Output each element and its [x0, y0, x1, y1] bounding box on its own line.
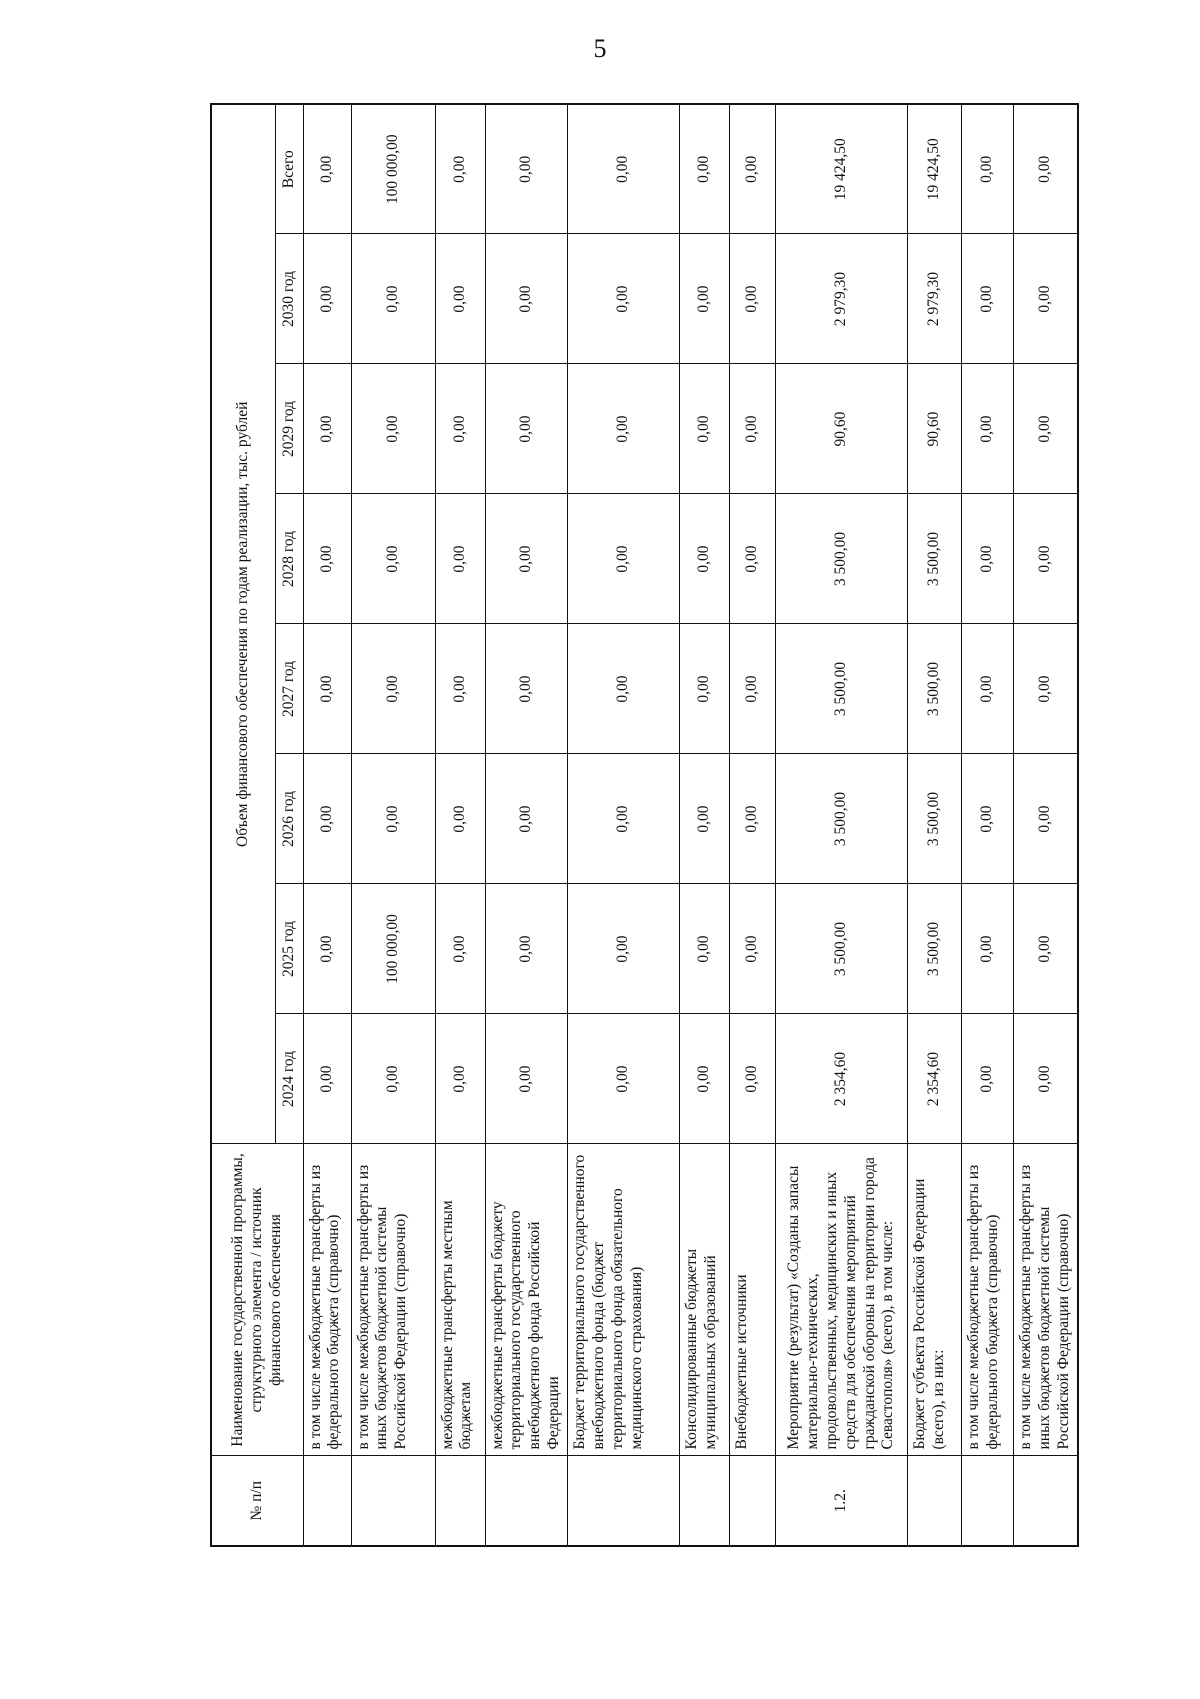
row-year-value: 3 500,00 — [776, 754, 908, 884]
row-year-value: 0,00 — [435, 624, 485, 754]
row-year-value: 0,00 — [568, 494, 680, 624]
table-row — [908, 104, 962, 1546]
row-year-value: 0,00 — [351, 234, 435, 364]
row-year-value: 0,00 — [485, 234, 568, 364]
row-year-value: 0,00 — [351, 754, 435, 884]
row-year-value: 0,00 — [962, 364, 1014, 494]
row-number — [351, 1456, 435, 1546]
row-year-value: 0,00 — [1014, 884, 1078, 1014]
row-year-value: 0,00 — [680, 234, 730, 364]
row-year-value: 0,00 — [730, 624, 776, 754]
row-year-value: 0,00 — [1014, 754, 1078, 884]
row-year-value: 3 500,00 — [908, 754, 962, 884]
row-name: в том числе межбюджетные трансферты из иных бюджетов бюджетной системы Российской Федерации (справочно) — [351, 1144, 435, 1456]
row-number — [568, 1456, 680, 1546]
row-year-value: 2 354,60 — [908, 1014, 962, 1144]
row-year-value: 0,00 — [1014, 624, 1078, 754]
row-total-value: 100 000,00 — [351, 104, 435, 234]
row-year-value: 0,00 — [568, 624, 680, 754]
row-year-value: 0,00 — [680, 624, 730, 754]
row-total-value: 19 424,50 — [908, 104, 962, 234]
row-year-value: 0,00 — [568, 884, 680, 1014]
row-year-value: 0,00 — [568, 754, 680, 884]
header-total: Всего — [275, 104, 303, 234]
row-name: Мероприятие (результат) «Созданы запасы материально-технических, продовольственных, медицинских и иных средств для обеспечения мероприятий гражданской обороны на территории города Севастополя» (всего), в том числе: — [776, 1144, 908, 1456]
row-year-value: 3 500,00 — [908, 624, 962, 754]
row-year-value: 0,00 — [680, 754, 730, 884]
row-year-value: 3 500,00 — [776, 624, 908, 754]
row-name: в том числе межбюджетные трансферты из иных бюджетов бюджетной системы Российской Федерации (справочно) — [1014, 1144, 1078, 1456]
row-year-value: 0,00 — [485, 884, 568, 1014]
row-year-value: 3 500,00 — [908, 494, 962, 624]
header-year: 2026 год — [275, 754, 303, 884]
row-year-value: 0,00 — [485, 754, 568, 884]
row-number — [303, 1456, 351, 1546]
row-year-value: 0,00 — [435, 234, 485, 364]
header-year: 2030 год — [275, 234, 303, 364]
row-name: Внебюджетные источники — [730, 1144, 776, 1456]
row-year-value: 0,00 — [303, 364, 351, 494]
row-year-value: 0,00 — [485, 1014, 568, 1144]
header-year: 2027 год — [275, 624, 303, 754]
table-row — [351, 104, 435, 1546]
row-year-value: 0,00 — [568, 364, 680, 494]
header-financing-group: Объем финансового обеспечения по годам реализации, тыс. рублей — [211, 104, 275, 1144]
row-number — [962, 1456, 1014, 1546]
row-name: межбюджетные трансферты местным бюджетам — [435, 1144, 485, 1456]
financing-table — [210, 103, 1079, 1547]
row-year-value: 2 354,60 — [776, 1014, 908, 1144]
row-year-value: 90,60 — [908, 364, 962, 494]
row-year-value: 0,00 — [730, 1014, 776, 1144]
row-number: 1.2. — [776, 1456, 908, 1546]
row-year-value: 0,00 — [303, 234, 351, 364]
row-year-value: 3 500,00 — [776, 884, 908, 1014]
table-row — [485, 104, 568, 1546]
row-year-value: 2 979,30 — [776, 234, 908, 364]
row-total-value: 0,00 — [568, 104, 680, 234]
row-year-value: 0,00 — [303, 494, 351, 624]
row-year-value: 0,00 — [730, 754, 776, 884]
row-year-value: 0,00 — [962, 1014, 1014, 1144]
row-name: Бюджет субъекта Российской Федерации (всего), из них: — [908, 1144, 962, 1456]
row-year-value: 0,00 — [303, 754, 351, 884]
row-total-value: 0,00 — [962, 104, 1014, 234]
row-year-value: 0,00 — [303, 624, 351, 754]
row-year-value: 0,00 — [568, 234, 680, 364]
header-year: 2028 год — [275, 494, 303, 624]
row-year-value: 0,00 — [303, 884, 351, 1014]
row-year-value: 0,00 — [1014, 1014, 1078, 1144]
table-row — [568, 104, 680, 1546]
row-year-value: 0,00 — [351, 364, 435, 494]
row-year-value: 0,00 — [351, 1014, 435, 1144]
row-year-value: 0,00 — [680, 494, 730, 624]
table-row — [776, 104, 908, 1546]
row-year-value: 0,00 — [680, 364, 730, 494]
row-name: в том числе межбюджетные трансферты из федерального бюджета (справочно) — [962, 1144, 1014, 1456]
row-year-value: 0,00 — [680, 884, 730, 1014]
page-number: 5 — [593, 34, 607, 63]
row-year-value: 90,60 — [776, 364, 908, 494]
row-year-value: 0,00 — [351, 494, 435, 624]
header-year: 2029 год — [275, 364, 303, 494]
row-year-value: 0,00 — [730, 234, 776, 364]
row-year-value: 0,00 — [485, 364, 568, 494]
row-year-value: 0,00 — [962, 494, 1014, 624]
table-row — [435, 104, 485, 1546]
row-number — [485, 1456, 568, 1546]
table-row — [680, 104, 730, 1546]
row-number — [908, 1456, 962, 1546]
table-row — [1014, 104, 1078, 1546]
row-year-value: 0,00 — [303, 1014, 351, 1144]
row-year-value: 0,00 — [962, 234, 1014, 364]
row-year-value: 0,00 — [1014, 234, 1078, 364]
table-row — [303, 104, 351, 1546]
row-year-value: 0,00 — [962, 754, 1014, 884]
table-row — [962, 104, 1014, 1546]
row-number — [435, 1456, 485, 1546]
row-year-value: 0,00 — [485, 494, 568, 624]
row-year-value: 0,00 — [730, 364, 776, 494]
row-year-value: 0,00 — [485, 624, 568, 754]
row-total-value: 0,00 — [303, 104, 351, 234]
row-year-value: 0,00 — [730, 494, 776, 624]
table-row — [730, 104, 776, 1546]
header-year: 2024 год — [275, 1014, 303, 1144]
row-name: Консолидированные бюджеты муниципальных образований — [680, 1144, 730, 1456]
row-number — [1014, 1456, 1078, 1546]
row-year-value: 0,00 — [435, 494, 485, 624]
row-year-value: 0,00 — [435, 884, 485, 1014]
header-name: Наименование государственной программы, структурного элемента / источник финансового обеспечения — [211, 1144, 303, 1456]
row-year-value: 3 500,00 — [908, 884, 962, 1014]
row-year-value: 0,00 — [680, 1014, 730, 1144]
row-total-value: 0,00 — [1014, 104, 1078, 234]
table-body — [303, 104, 1078, 1546]
header-year: 2025 год — [275, 884, 303, 1014]
row-number — [730, 1456, 776, 1546]
rotated-table-container — [210, 105, 1072, 1547]
row-year-value: 0,00 — [1014, 364, 1078, 494]
row-year-value: 0,00 — [962, 624, 1014, 754]
row-total-value: 0,00 — [435, 104, 485, 234]
row-total-value: 0,00 — [485, 104, 568, 234]
row-year-value: 2 979,30 — [908, 234, 962, 364]
row-year-value: 0,00 — [568, 1014, 680, 1144]
row-year-value: 0,00 — [435, 1014, 485, 1144]
header-number: № п/п — [211, 1456, 303, 1546]
row-total-value: 0,00 — [680, 104, 730, 234]
row-year-value: 0,00 — [730, 884, 776, 1014]
row-number — [680, 1456, 730, 1546]
row-total-value: 0,00 — [730, 104, 776, 234]
row-total-value: 19 424,50 — [776, 104, 908, 234]
row-name: в том числе межбюджетные трансферты из федерального бюджета (справочно) — [303, 1144, 351, 1456]
row-year-value: 3 500,00 — [776, 494, 908, 624]
row-year-value: 0,00 — [435, 754, 485, 884]
row-name: Бюджет территориального государственного внебюджетного фонда (бюджет территориального фонда обязательного медицинского страхования) — [568, 1144, 680, 1456]
row-name: межбюджетные трансферты бюджету территориального государственного внебюджетного фонда Российской Федерации — [485, 1144, 568, 1456]
row-year-value: 100 000,00 — [351, 884, 435, 1014]
row-year-value: 0,00 — [435, 364, 485, 494]
row-year-value: 0,00 — [962, 884, 1014, 1014]
row-year-value: 0,00 — [351, 624, 435, 754]
row-year-value: 0,00 — [1014, 494, 1078, 624]
